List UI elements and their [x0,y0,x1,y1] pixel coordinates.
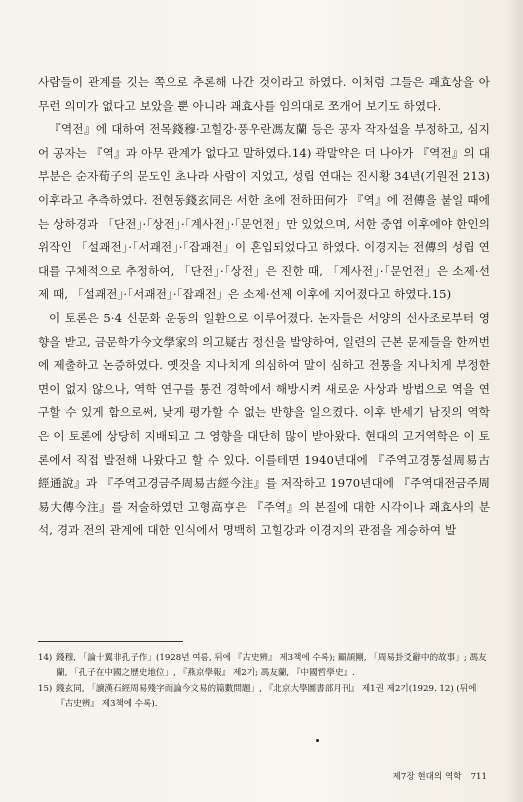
footnote-text: 錢穆, 「論十翼非孔子作」(1928년 여름, 뒤에 『古史辨』 제3책에 수록); 顧頡剛, 「周易卦爻辭中的故事」; 馮友蘭, 「孔子在中國之歷史地位」, 『燕京學報』 제2기; 馮友蘭, 『中國哲學史』. [56,653,487,678]
page-edge-shadow [505,0,523,802]
footnote-text: 錢玄同, 「讀漢石經周易殘字而論今文易的篇數問題」, 『北京大學圖書部月刊』 제1권 제2기(1929. 12) (뒤에 『古史辨』 제3책에 수록). [56,684,477,709]
footnote-15 [38,682,492,712]
footnotes [38,651,492,712]
paragraph-3: 이 토론은 5·4 신문화 운동의 일환으로 이루어졌다. 논자들은 서양의 신사조로부터 영향을 받고, 금문학가今文學家의 의고疑古 정신을 발양하여, 일련의 근본 문제들을 한꺼번에 제출하고 논증하였다. 옛것을 지나치게 의심하여 말이 심하고 전통을 지나치게 부정한 면이 없지 않으나, 역학 연구를 통건 경학에서 해방시켜 새로운 사상과 방법으로 역을 연구할 수 있게 함으로써, 낮게 평가할 수 없는 반향을 일으켰다. 이후 반세기 남짓의 역학은 이 토론에 상당히 지배되고 그 영향을 대단히 많이 받아왔다. 현대의 고거역학은 이 토론에서 직접 발전해 나왔다고 할 수 있다. 이를테면 1940년대에 『주역고경통설周易古經通說』과 『주역고경금주周易古經今注』를 저작하고 1970년대에 『주역대전금주周易大傳今注』를 저술하였던 고형高亨은 『주역』의 본질에 대한 시각이나 괘효사의 분석, 경과 전의 관계에 대한 인식에서 명백히 고힐강과 이경지의 관점을 계승하여 발 [38,310,490,538]
footnote-14 [38,651,492,681]
page-speck [316,739,319,742]
footnote-number: 14) [38,653,53,663]
running-footer [393,770,487,782]
chapter-title: 제7장 현대의 역학 [392,772,462,782]
footnote-divider [38,641,183,642]
paragraph-1: 사람들이 관계를 깃는 쪽으로 추론해 나간 것이라고 하였다. 이처럼 그들은 괘효상을 아무런 의미가 없다고 보았을 뿐 아니라 괘효사를 임의대로 쪼개어 보기도 하였다. [38,75,490,113]
footnote-number: 15) [38,684,53,694]
paragraph-2: 『역전』에 대하여 전목錢穆·고힐강·풍우란馮友蘭 등은 공자 작자설을 부정하고, 심지어 공자는 『역』과 아무 관계가 없다고 말하였다.14) 곽말약은 더 나아가 『역전』의 대부분은 순자荀子의 문도인 초나라 사람이 지었고, 성립 연대는 진시황 34년(기원전 213) 이후라고 추측하였다. 전현동錢玄同은 서한 초에 전하田何가 『역』에 전傳을 붙일 때에는 상하경과 「단전」·「상전」·「계사전」·「문언전」만 있었으며, 서한 중엽 이후에야 한인의 위작인 「설괘전」·「서괘전」·「잡괘전」이 혼입되었다고 하였다. 이경지는 전傳의 성립 연대를 구체적으로 추정하여, 「단전」·「상전」은 진한 때, 「계사전」·「문언전」은 소제·선제 때, 「설괘전」·「서괘전」·「잡괘전」은 소제·선제 이후에 지어졌다고 하였다.15) [38,122,490,302]
body-text [38,71,490,543]
page-number: 711 [470,772,487,782]
